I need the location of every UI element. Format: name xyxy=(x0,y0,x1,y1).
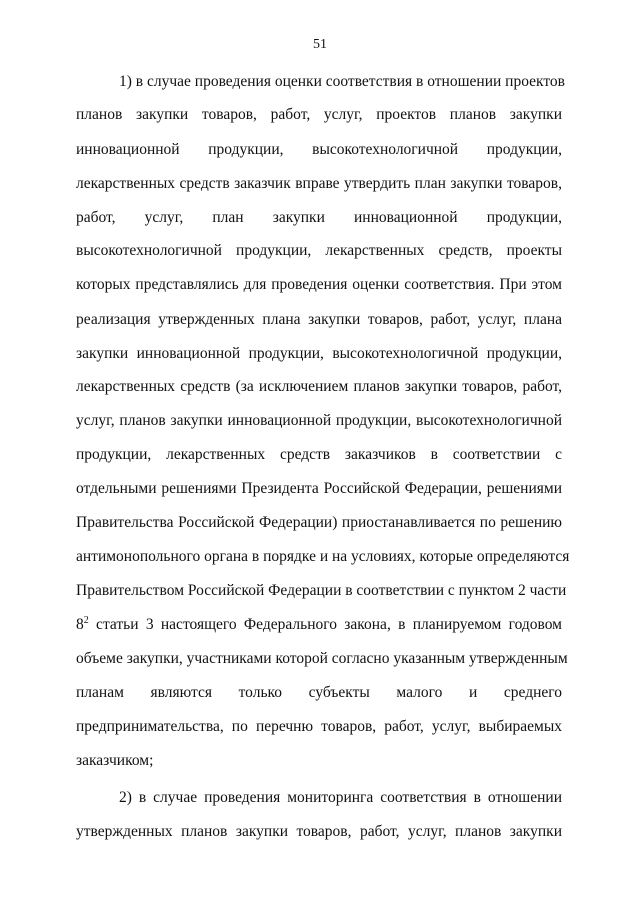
paragraph-1-line: работ, услуг, план закупки инновационной продукции, xyxy=(76,209,562,226)
paragraph-1-line: услуг, планов закупки инновационной продукции, высокотехнологичной xyxy=(76,412,562,429)
paragraph-1-line: Правительства Российской Федерации) приостанавливается по решению xyxy=(76,514,562,531)
paragraph-1-line: 1) в случае проведения оценки соответствия в отношении проектов xyxy=(119,73,566,90)
paragraph-1-line: планов закупки товаров, работ, услуг, проектов планов закупки xyxy=(76,106,562,123)
article-number: 8 xyxy=(76,616,84,633)
paragraph-1-line: предпринимательства, по перечню товаров, работ, услуг, выбираемых xyxy=(76,718,562,735)
paragraph-1-line: лекарственных средств заказчик вправе утвердить план закупки товаров, xyxy=(76,175,562,192)
paragraph-1-line: высокотехнологичной продукции, лекарственных средств, проекты xyxy=(76,242,562,259)
paragraph-1-line: закупки инновационной продукции, высокотехнологичной продукции, xyxy=(76,345,562,362)
paragraph-2-line: 2) в случае проведения мониторинга соответствия в отношении xyxy=(119,789,562,806)
paragraph-1-line: отдельными решениями Президента Российской Федерации, решениями xyxy=(76,480,562,497)
paragraph-1-line: антимонопольного органа в порядке и на условиях, которые определяются xyxy=(76,548,570,565)
paragraph-1-line xyxy=(76,615,562,635)
article-superscript: 2 xyxy=(83,615,89,626)
paragraph-1-line: реализация утвержденных плана закупки товаров, работ, услуг, плана xyxy=(76,311,562,328)
paragraph-2-line: утвержденных планов закупки товаров, работ, услуг, планов закупки xyxy=(76,823,562,840)
paragraph-1-line: Правительством Российской Федерации в соответствии с пунктом 2 части xyxy=(76,582,567,599)
paragraph-1-line-rest: статьи 3 настоящего Федерального закона, в планируемом годовом xyxy=(88,616,562,633)
paragraph-1-line: которых представлялись для проведения оценки соответствия. При этом xyxy=(76,276,562,293)
paragraph-1-line: продукции, лекарственных средств заказчиков в соответствии с xyxy=(76,446,562,463)
page-number: 51 xyxy=(313,37,327,52)
paragraph-1-line: инновационной продукции, высокотехнологичной продукции, xyxy=(76,141,562,158)
paragraph-1-line: лекарственных средств (за исключением планов закупки товаров, работ, xyxy=(76,378,562,395)
paragraph-1-line: объеме закупки, участниками которой согласно указанным утвержденным xyxy=(76,650,568,667)
paragraph-1-line: планам являются только субъекты малого и среднего xyxy=(76,684,562,701)
paragraph-1-line: заказчиком; xyxy=(76,752,154,769)
